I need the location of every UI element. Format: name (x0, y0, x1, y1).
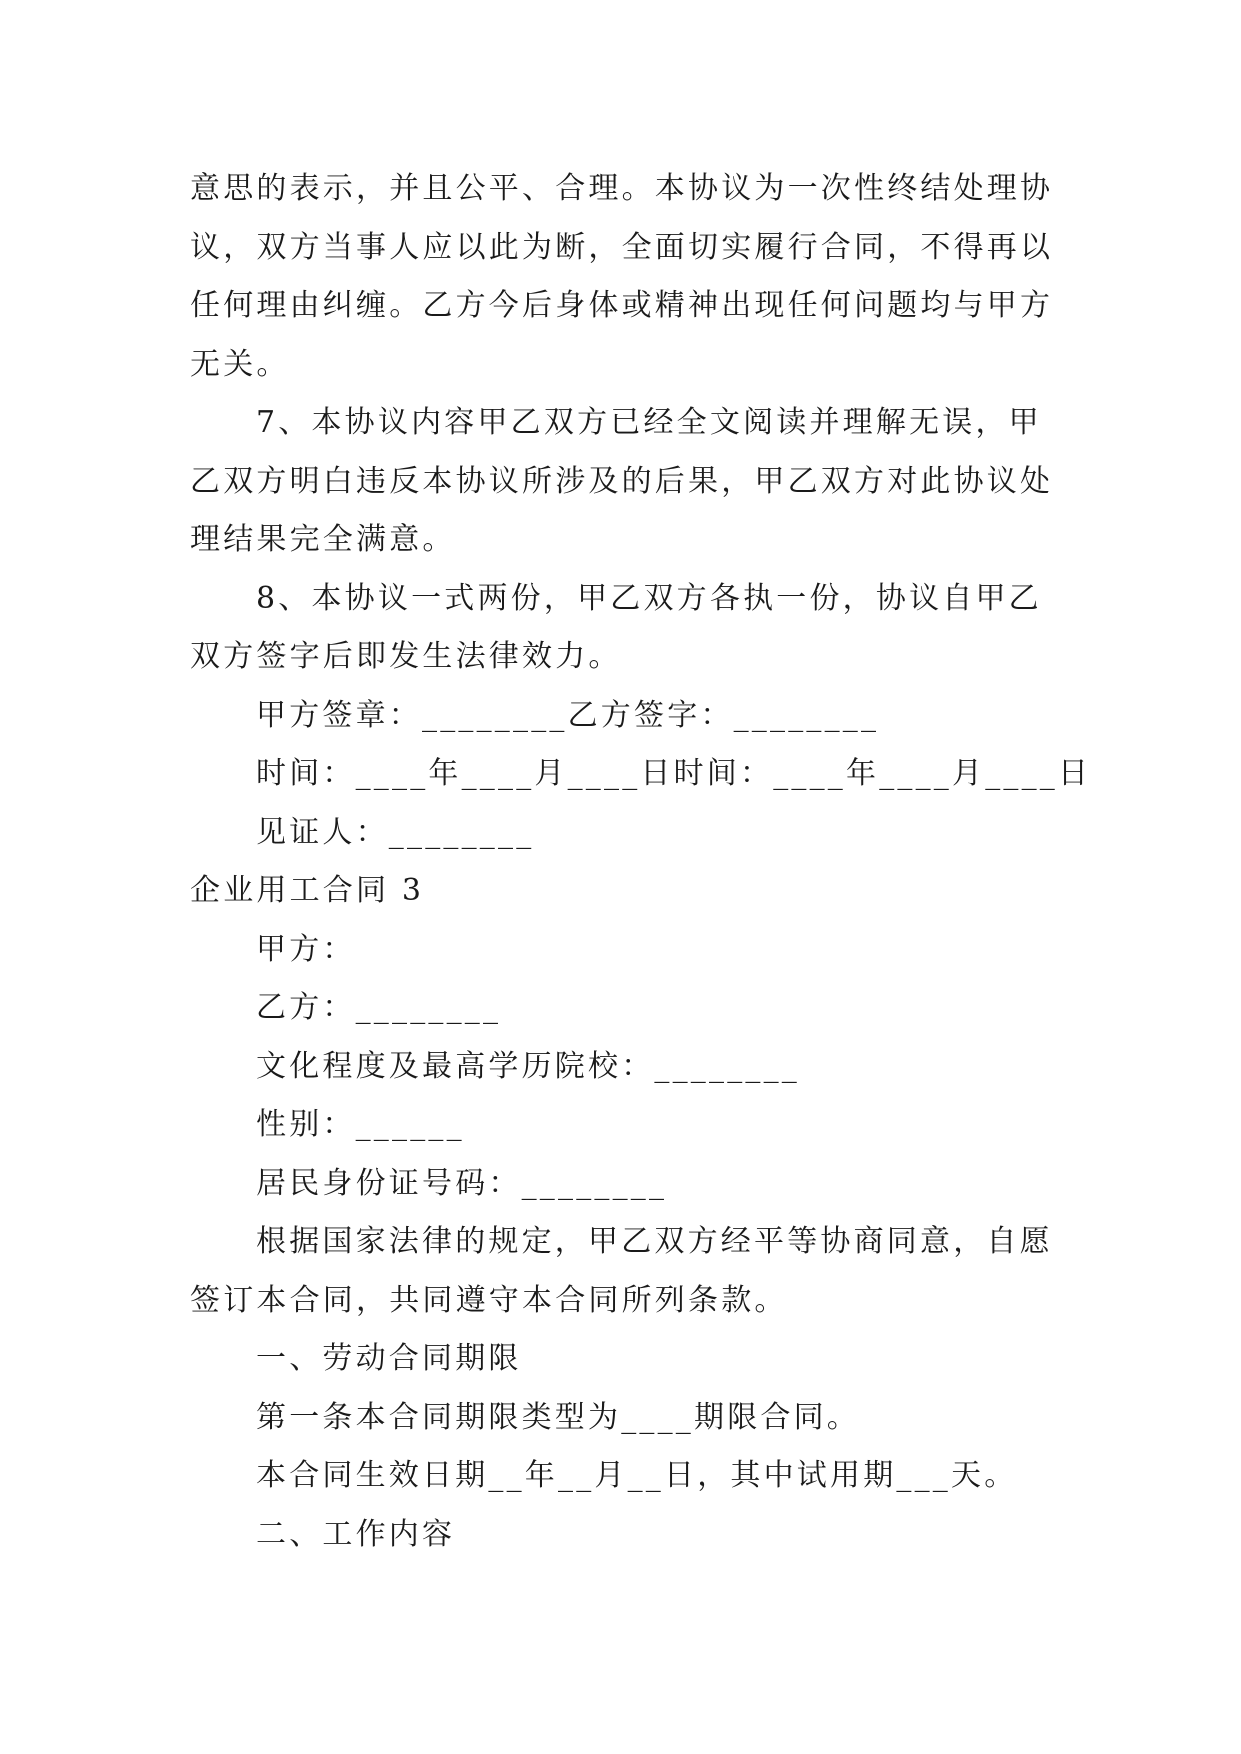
section-title: 企业用工合同 3 (190, 873, 425, 908)
paragraph-line: 乙双方明白违反本协议所涉及的后果，甲乙双方对此协议处 (190, 463, 1054, 499)
paragraph-line: 理结果完全满意。 (190, 522, 456, 557)
paragraph-line: 意思的表示，并且公平、合理。本协议为一次性终结处理协 (190, 171, 1054, 206)
paragraph-line: 任何理由纠缠。乙方今后身体或精神出现任何问题均与甲方 (190, 288, 1054, 323)
clause-7-line: 7、本协议内容甲乙双方已经全文阅读并理解无误，甲 (256, 405, 1042, 440)
date-line: 时间：____年____月____日时间：____年____月____日 (256, 756, 1092, 791)
preamble-line: 签订本合同，共同遵守本合同所列条款。 (190, 1282, 788, 1318)
chapter-heading: 二、工作内容 (256, 1516, 456, 1552)
gender-field: 性别：______ (256, 1107, 465, 1142)
chapter-heading: 一、劳动合同期限 (256, 1341, 522, 1376)
signature-line: 甲方签章：________乙方签字：________ (256, 697, 880, 733)
party-a-field: 甲方： (256, 931, 356, 967)
id-number-field: 居民身份证号码：________ (256, 1165, 668, 1201)
paragraph-line: 双方签字后即发生法律效力。 (190, 639, 622, 674)
paragraph-line: 议，双方当事人应以此为断，全面切实履行合同，不得再以 (190, 229, 1054, 265)
witness-line: 见证人：________ (256, 814, 535, 850)
document-body (190, 160, 1092, 1564)
party-b-field: 乙方：________ (256, 990, 502, 1025)
article-line: 第一条本合同期限类型为____期限合同。 (256, 1399, 860, 1435)
education-field: 文化程度及最高学历院校：________ (256, 1048, 800, 1084)
clause-8-line: 8、本协议一式两份，甲乙双方各执一份，协议自甲乙 (256, 580, 1042, 616)
paragraph-line: 无关。 (190, 346, 290, 382)
preamble-line: 根据国家法律的规定，甲乙双方经平等协商同意，自愿 (256, 1224, 1053, 1259)
effective-date-line: 本合同生效日期__年__月__日，其中试用期___天。 (256, 1458, 1018, 1493)
